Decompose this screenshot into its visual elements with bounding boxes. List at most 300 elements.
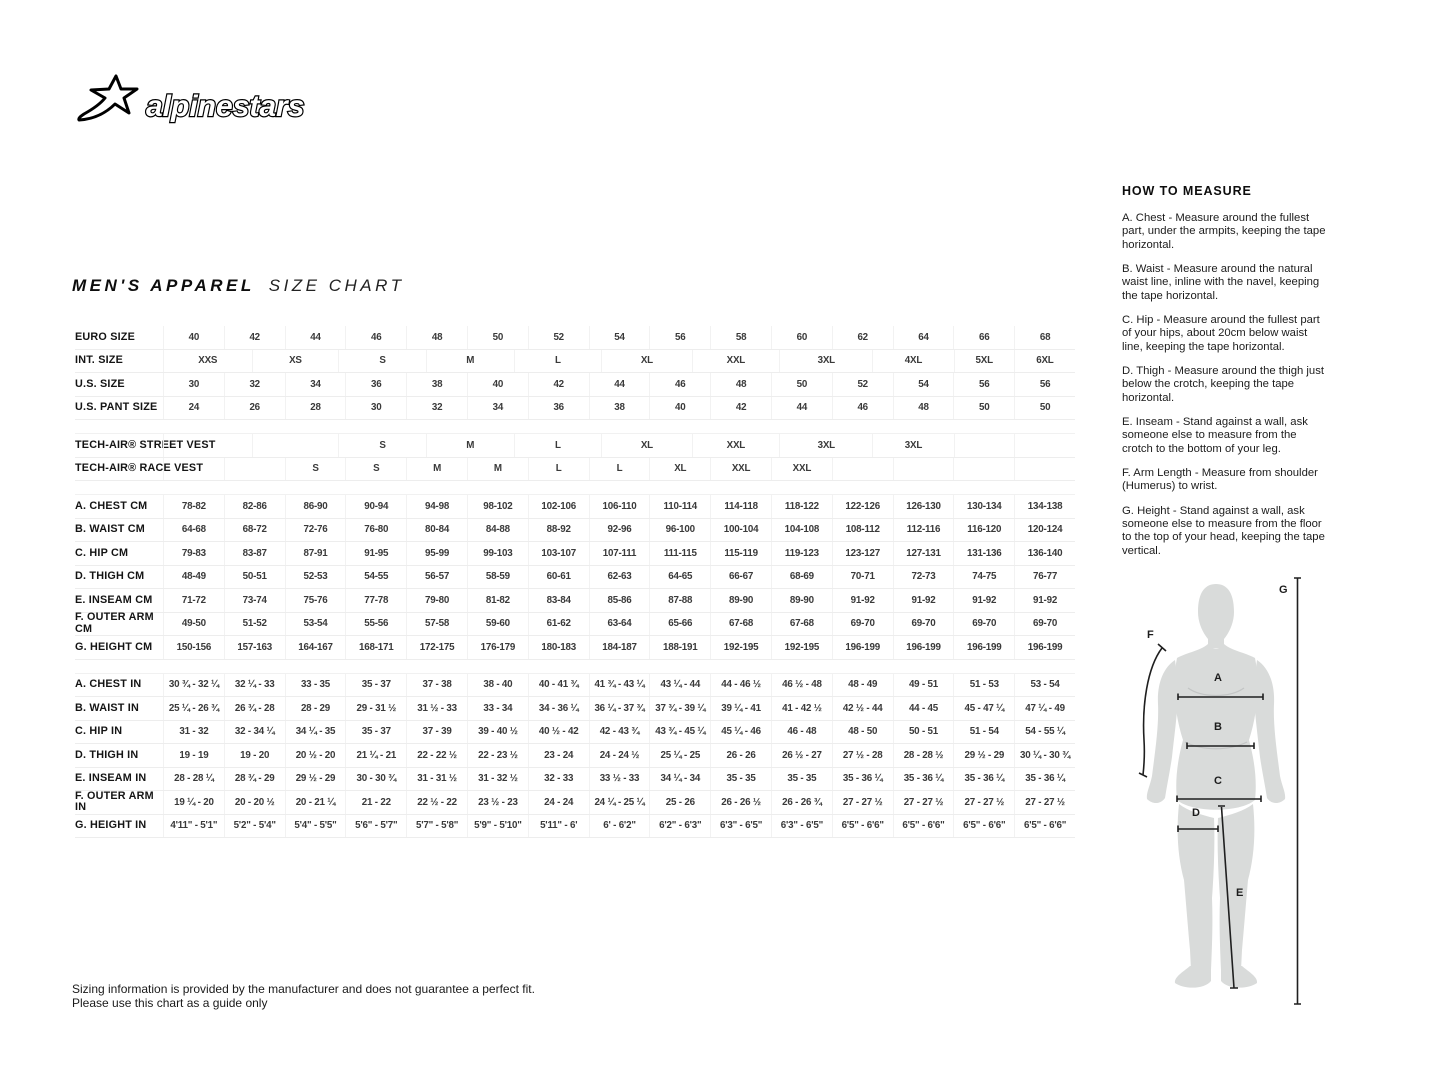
size-cell: 44 xyxy=(589,373,650,396)
row-label: INT. SIZE xyxy=(75,354,123,367)
row-label: C. HIP IN xyxy=(75,725,123,738)
size-cell: 107-111 xyxy=(589,542,650,565)
size-cell: 98-102 xyxy=(467,495,528,518)
size-cell: 5'4" - 5'5" xyxy=(285,815,346,838)
size-cell: 35 - 37 xyxy=(345,721,406,744)
size-cell: 20 - 21 ¼ xyxy=(285,791,346,814)
size-cell: 46 xyxy=(832,397,893,420)
size-cell: 81-82 xyxy=(467,589,528,612)
size-cell: 120-124 xyxy=(1014,519,1075,542)
size-cell: 44 xyxy=(771,397,832,420)
size-cell xyxy=(163,434,252,457)
row-label: TECH-AIR® STREET VEST xyxy=(75,438,216,451)
alpinestars-star-icon xyxy=(79,76,137,120)
size-cell: 20 ½ - 20 xyxy=(285,744,346,767)
size-cell: 34 ¼ - 35 xyxy=(285,721,346,744)
size-cell xyxy=(954,434,1014,457)
size-cell xyxy=(953,458,1014,481)
size-cell: 85-86 xyxy=(589,589,650,612)
size-cell: 32 xyxy=(406,397,467,420)
table-row xyxy=(75,697,1075,721)
size-cell: 91-92 xyxy=(953,589,1014,612)
size-cell: M xyxy=(467,458,528,481)
size-cell: 37 - 38 xyxy=(406,674,467,697)
size-cell: 89-90 xyxy=(771,589,832,612)
size-cell xyxy=(893,458,954,481)
size-cell: 3XL xyxy=(779,350,872,373)
size-cell: 106-110 xyxy=(589,495,650,518)
size-cell: XXL xyxy=(692,434,780,457)
size-cell: 88-92 xyxy=(528,519,589,542)
size-cell: 27 - 27 ½ xyxy=(953,791,1014,814)
size-cell: 48 - 50 xyxy=(832,721,893,744)
size-cell: 91-92 xyxy=(1014,589,1075,612)
size-cell xyxy=(163,458,224,481)
size-cell: 126-130 xyxy=(893,495,954,518)
size-cell: 192-195 xyxy=(771,636,832,659)
size-cell: 196-199 xyxy=(832,636,893,659)
size-cell: 40 xyxy=(649,397,710,420)
size-cell: 33 - 35 xyxy=(285,674,346,697)
size-cell: 168-171 xyxy=(345,636,406,659)
size-cell: XXL xyxy=(771,458,832,481)
size-cell: 96-100 xyxy=(649,519,710,542)
size-cell: 64-65 xyxy=(649,566,710,589)
size-cell: 99-103 xyxy=(467,542,528,565)
size-cell: 52 xyxy=(832,373,893,396)
size-cell: 28 - 28 ½ xyxy=(893,744,954,767)
size-cell: 6'5" - 6'6" xyxy=(953,815,1014,838)
table-row xyxy=(75,815,1075,839)
size-cell: 80-84 xyxy=(406,519,467,542)
row-label: TECH-AIR® RACE VEST xyxy=(75,462,204,475)
size-cell: 67-68 xyxy=(710,613,771,636)
disclaimer-line2: Please use this chart as a guide only xyxy=(72,996,268,1010)
size-cell: 5'9" - 5'10" xyxy=(467,815,528,838)
size-cell: 24 xyxy=(163,397,224,420)
size-chart-table xyxy=(75,326,1075,838)
size-cell: L xyxy=(514,350,602,373)
size-cell: 25 - 26 xyxy=(649,791,710,814)
size-cell: XXL xyxy=(710,458,771,481)
size-cell: 111-115 xyxy=(649,542,710,565)
size-cell: 150-156 xyxy=(163,636,224,659)
table-row xyxy=(75,768,1075,792)
row-label: C. HIP CM xyxy=(75,546,129,559)
size-cell: 66 xyxy=(953,326,1014,349)
size-cell: 19 ¼ - 20 xyxy=(163,791,224,814)
size-cell: 29 ½ - 29 xyxy=(285,768,346,791)
size-cell: 75-76 xyxy=(285,589,346,612)
size-cell: 27 - 27 ½ xyxy=(893,791,954,814)
size-cell: 53 - 54 xyxy=(1014,674,1075,697)
size-cell: 48-49 xyxy=(163,566,224,589)
size-cell: 48 xyxy=(893,397,954,420)
size-cell: 63-64 xyxy=(589,613,650,636)
size-cell: 70-71 xyxy=(832,566,893,589)
size-cell: 5'11" - 6' xyxy=(528,815,589,838)
size-cell: 42 xyxy=(224,326,285,349)
size-cell: 6' - 6'2" xyxy=(589,815,650,838)
label-e: E xyxy=(1236,887,1244,899)
size-cell: 61-62 xyxy=(528,613,589,636)
measure-step-hip: C. Hip - Measure around the fullest part of your hips, about 20cm below waist line, keeping the tape horizontal. xyxy=(1122,313,1320,353)
table-row xyxy=(75,433,1075,458)
table-row xyxy=(75,458,1075,482)
size-cell: 31 - 31 ½ xyxy=(406,768,467,791)
size-cell: 110-114 xyxy=(649,495,710,518)
size-cell: 39 - 40 ½ xyxy=(467,721,528,744)
size-cell: 51 - 53 xyxy=(953,674,1014,697)
table-row xyxy=(75,350,1075,374)
size-cell: 30 - 30 ¾ xyxy=(345,768,406,791)
row-label: F. OUTER ARM IN xyxy=(75,789,154,814)
size-cell: 102-106 xyxy=(528,495,589,518)
size-cell xyxy=(224,458,285,481)
size-cell: 4'11" - 5'1" xyxy=(163,815,224,838)
size-cell: 53-54 xyxy=(285,613,346,636)
size-cell: 51-52 xyxy=(224,613,285,636)
size-cell: M xyxy=(426,434,514,457)
size-cell: 33 - 34 xyxy=(467,697,528,720)
size-cell: 59-60 xyxy=(467,613,528,636)
table-row xyxy=(75,744,1075,768)
size-cell: 86-90 xyxy=(285,495,346,518)
size-cell: 46 xyxy=(649,373,710,396)
title-primary: MEN'S APPAREL xyxy=(72,276,255,295)
size-cell: 23 - 24 xyxy=(528,744,589,767)
size-cell: 192-195 xyxy=(710,636,771,659)
size-cell: 22 ½ - 22 xyxy=(406,791,467,814)
size-cell: 34 - 36 ¼ xyxy=(528,697,589,720)
size-cell: 35 - 36 ¼ xyxy=(953,768,1014,791)
size-cell: 26 ½ - 27 xyxy=(771,744,832,767)
size-cell: 47 ¼ - 49 xyxy=(1014,697,1075,720)
size-cell: 196-199 xyxy=(953,636,1014,659)
size-cell: XL xyxy=(601,350,691,373)
size-cell: XXL xyxy=(692,350,780,373)
size-cell: 108-112 xyxy=(832,519,893,542)
size-cell: 48 - 49 xyxy=(832,674,893,697)
size-cell: 104-108 xyxy=(771,519,832,542)
alpinestars-logo xyxy=(70,72,332,134)
size-cell: 30 xyxy=(345,397,406,420)
size-cell: 26 ¾ - 28 xyxy=(224,697,285,720)
size-cell: 184-187 xyxy=(589,636,650,659)
size-cell: S xyxy=(338,350,426,373)
size-cell: 28 xyxy=(285,397,346,420)
row-label: D. THIGH CM xyxy=(75,570,145,583)
size-cell: 64-68 xyxy=(163,519,224,542)
size-cell: 28 ¾ - 29 xyxy=(224,768,285,791)
size-cell: 46 xyxy=(345,326,406,349)
size-cell: 50-51 xyxy=(224,566,285,589)
size-cell: 30 ¾ - 32 ¼ xyxy=(163,674,224,697)
size-cell: 37 ¾ - 39 ¼ xyxy=(649,697,710,720)
size-cell: 6'3" - 6'5" xyxy=(771,815,832,838)
measure-step-height: G. Height - Stand against a wall, ask someone else to measure from the floor to the top of your head, keeping the tape vertical. xyxy=(1122,504,1325,557)
size-cell: 116-120 xyxy=(953,519,1014,542)
size-cell: 6XL xyxy=(1014,350,1075,373)
size-cell: 29 - 31 ½ xyxy=(345,697,406,720)
body-measurement-figure xyxy=(1130,570,1440,1010)
size-cell: 50 xyxy=(1014,397,1075,420)
size-cell: 68 xyxy=(1014,326,1075,349)
size-cell: 64 xyxy=(893,326,954,349)
size-cell: 94-98 xyxy=(406,495,467,518)
size-cell: 6'5" - 6'6" xyxy=(832,815,893,838)
size-cell: 30 xyxy=(163,373,224,396)
size-cell: 69-70 xyxy=(832,613,893,636)
row-label: B. WAIST CM xyxy=(75,523,145,536)
size-cell: 6'5" - 6'6" xyxy=(893,815,954,838)
size-cell: 56 xyxy=(649,326,710,349)
row-label: U.S. SIZE xyxy=(75,377,125,390)
size-cell: 31 ½ - 33 xyxy=(406,697,467,720)
size-cell: 71-72 xyxy=(163,589,224,612)
how-to-measure-section xyxy=(1122,184,1330,569)
size-cell: 31 - 32 xyxy=(163,721,224,744)
size-cell: 50 xyxy=(953,397,1014,420)
size-cell: 54 - 55 ¼ xyxy=(1014,721,1075,744)
size-cell: 157-163 xyxy=(224,636,285,659)
size-cell: 79-80 xyxy=(406,589,467,612)
size-cell: 57-58 xyxy=(406,613,467,636)
size-cell: 48 xyxy=(710,373,771,396)
size-cell: 38 - 40 xyxy=(467,674,528,697)
measure-step-arm: F. Arm Length - Measure from shoulder (Humerus) to wrist. xyxy=(1122,466,1318,493)
row-label: EURO SIZE xyxy=(75,330,135,343)
size-cell: 23 ½ - 23 xyxy=(467,791,528,814)
size-cell: 21 - 22 xyxy=(345,791,406,814)
size-cell: 90-94 xyxy=(345,495,406,518)
size-cell: 27 ½ - 28 xyxy=(832,744,893,767)
table-row xyxy=(75,519,1075,543)
size-cell: 46 ½ - 48 xyxy=(771,674,832,697)
label-a: A xyxy=(1214,672,1222,684)
size-cell: 196-199 xyxy=(1014,636,1075,659)
size-cell: 180-183 xyxy=(528,636,589,659)
size-cell: 83-87 xyxy=(224,542,285,565)
size-cell: 62-63 xyxy=(589,566,650,589)
size-cell: 78-82 xyxy=(163,495,224,518)
size-cell: 172-175 xyxy=(406,636,467,659)
size-cell xyxy=(1014,434,1075,457)
size-cell: 3XL xyxy=(872,434,953,457)
size-cell: 52-53 xyxy=(285,566,346,589)
size-cell: 122-126 xyxy=(832,495,893,518)
size-cell: 35 - 36 ¼ xyxy=(832,768,893,791)
size-cell: 54 xyxy=(893,373,954,396)
table-row xyxy=(75,791,1075,815)
size-cell: 22 - 22 ½ xyxy=(406,744,467,767)
size-cell: XL xyxy=(601,434,691,457)
size-cell: 40 ½ - 42 xyxy=(528,721,589,744)
size-cell: 34 xyxy=(285,373,346,396)
row-label: F. OUTER ARM CM xyxy=(75,611,154,635)
size-cell: 100-104 xyxy=(710,519,771,542)
size-cell: 42 ½ - 44 xyxy=(832,697,893,720)
row-label: E. INSEAM CM xyxy=(75,593,153,606)
table-row xyxy=(75,542,1075,566)
size-cell: 38 xyxy=(406,373,467,396)
size-cell: 87-91 xyxy=(285,542,346,565)
size-cell: 42 xyxy=(710,397,771,420)
label-f: F xyxy=(1147,629,1154,641)
size-cell: 176-179 xyxy=(467,636,528,659)
size-cell: 72-76 xyxy=(285,519,346,542)
row-label: U.S. PANT SIZE xyxy=(75,401,158,414)
size-cell: 39 ¼ - 41 xyxy=(710,697,771,720)
size-cell xyxy=(832,458,893,481)
size-cell: XL xyxy=(649,458,710,481)
size-cell: 119-123 xyxy=(771,542,832,565)
size-cell: 32 xyxy=(224,373,285,396)
size-cell: 41 ¾ - 43 ¼ xyxy=(589,674,650,697)
size-cell: 77-78 xyxy=(345,589,406,612)
size-cell: 5'2" - 5'4" xyxy=(224,815,285,838)
measure-step-waist: B. Waist - Measure around the natural waist line, inline with the navel, keeping the tape horizontal. xyxy=(1122,262,1320,302)
size-cell: 66-67 xyxy=(710,566,771,589)
size-cell: 95-99 xyxy=(406,542,467,565)
size-cell: 72-73 xyxy=(893,566,954,589)
size-cell: 27 - 27 ½ xyxy=(1014,791,1075,814)
size-cell: 103-107 xyxy=(528,542,589,565)
size-cell: 34 ¼ - 34 xyxy=(649,768,710,791)
size-cell: 42 xyxy=(528,373,589,396)
size-cell: 36 ¼ - 37 ¾ xyxy=(589,697,650,720)
size-cell: 24 - 24 ½ xyxy=(589,744,650,767)
size-cell: S xyxy=(345,458,406,481)
size-cell: XS xyxy=(252,350,339,373)
size-cell: 26 - 26 xyxy=(710,744,771,767)
size-cell: 42 - 43 ¾ xyxy=(589,721,650,744)
size-cell: 34 xyxy=(467,397,528,420)
page-title xyxy=(72,276,405,296)
height-measure-line xyxy=(1294,578,1301,1004)
table-row xyxy=(75,373,1075,397)
size-cell: 65-66 xyxy=(649,613,710,636)
size-cell: 28 - 28 ¼ xyxy=(163,768,224,791)
size-cell: 26 xyxy=(224,397,285,420)
size-cell: 83-84 xyxy=(528,589,589,612)
row-label: D. THIGH IN xyxy=(75,748,139,761)
size-cell: 29 ½ - 29 xyxy=(953,744,1014,767)
size-cell: 196-199 xyxy=(893,636,954,659)
size-cell: 4XL xyxy=(872,350,953,373)
size-cell: 27 - 27 ½ xyxy=(832,791,893,814)
table-row xyxy=(75,326,1075,350)
size-cell: 56 xyxy=(1014,373,1075,396)
size-cell: 87-88 xyxy=(649,589,710,612)
row-label: G. HEIGHT IN xyxy=(75,819,147,832)
size-cell: 131-136 xyxy=(953,542,1014,565)
size-cell: 50 xyxy=(467,326,528,349)
size-cell: 54-55 xyxy=(345,566,406,589)
size-cell: 36 xyxy=(345,373,406,396)
size-cell: L xyxy=(589,458,650,481)
size-cell: 56-57 xyxy=(406,566,467,589)
size-cell: 19 - 20 xyxy=(224,744,285,767)
size-cell: 37 - 39 xyxy=(406,721,467,744)
table-row xyxy=(75,494,1075,519)
size-cell: 32 - 33 xyxy=(528,768,589,791)
size-cell: 84-88 xyxy=(467,519,528,542)
size-cell: 25 ¼ - 25 xyxy=(649,744,710,767)
size-cell: M xyxy=(426,350,514,373)
size-cell: 24 - 24 xyxy=(528,791,589,814)
size-cell: 91-95 xyxy=(345,542,406,565)
row-label: G. HEIGHT CM xyxy=(75,640,153,653)
table-row xyxy=(75,613,1075,637)
size-cell: 32 ¼ - 33 xyxy=(224,674,285,697)
size-cell: 41 - 42 ½ xyxy=(771,697,832,720)
table-row xyxy=(75,721,1075,745)
size-cell: 69-70 xyxy=(1014,613,1075,636)
label-g: G xyxy=(1279,584,1288,596)
size-cell: M xyxy=(406,458,467,481)
size-cell: 49-50 xyxy=(163,613,224,636)
size-cell: 67-68 xyxy=(771,613,832,636)
size-cell: 43 ¼ - 44 xyxy=(649,674,710,697)
size-cell: 6'5" - 6'6" xyxy=(1014,815,1075,838)
table-row xyxy=(75,636,1075,660)
size-cell: 5'7" - 5'8" xyxy=(406,815,467,838)
size-cell: 40 - 41 ¾ xyxy=(528,674,589,697)
size-cell: 6'2" - 6'3" xyxy=(649,815,710,838)
size-cell: 82-86 xyxy=(224,495,285,518)
size-cell: 3XL xyxy=(779,434,872,457)
how-to-measure-heading: HOW TO MEASURE xyxy=(1122,184,1252,198)
size-cell: 73-74 xyxy=(224,589,285,612)
table-row xyxy=(75,397,1075,421)
size-cell: 56 xyxy=(953,373,1014,396)
size-cell: 123-127 xyxy=(832,542,893,565)
size-cell: 52 xyxy=(528,326,589,349)
size-cell: 91-92 xyxy=(893,589,954,612)
measure-step-chest: A. Chest - Measure around the fullest part, under the armpits, keeping the tape horizontal. xyxy=(1122,212,1326,251)
size-cell: 35 - 36 ¼ xyxy=(893,768,954,791)
size-cell: 60 xyxy=(771,326,832,349)
size-cell: 188-191 xyxy=(649,636,710,659)
size-cell: 44 - 45 xyxy=(893,697,954,720)
row-label: A. CHEST IN xyxy=(75,678,142,691)
size-cell: 43 ¾ - 45 ¼ xyxy=(649,721,710,744)
label-c: C xyxy=(1214,775,1222,787)
size-cell: 54 xyxy=(589,326,650,349)
row-label: A. CHEST CM xyxy=(75,499,148,512)
size-cell: L xyxy=(528,458,589,481)
size-cell: 58 xyxy=(710,326,771,349)
size-cell: 51 - 54 xyxy=(953,721,1014,744)
size-cell: 68-69 xyxy=(771,566,832,589)
size-cell: 38 xyxy=(589,397,650,420)
size-cell: 76-77 xyxy=(1014,566,1075,589)
disclaimer-line1: Sizing information is provided by the manufacturer and does not guarantee a perfect fit. xyxy=(72,982,535,996)
size-cell: 21 ¼ - 21 xyxy=(345,744,406,767)
size-cell: 134-138 xyxy=(1014,495,1075,518)
size-cell: 33 ½ - 33 xyxy=(589,768,650,791)
size-cell: S xyxy=(285,458,346,481)
size-cell: 45 ¼ - 46 xyxy=(710,721,771,744)
size-cell: L xyxy=(514,434,602,457)
size-cell: 24 ¼ - 25 ¼ xyxy=(589,791,650,814)
table-row xyxy=(75,673,1075,698)
size-cell: 62 xyxy=(832,326,893,349)
size-cell: 32 - 34 ¼ xyxy=(224,721,285,744)
size-cell: 46 - 48 xyxy=(771,721,832,744)
table-row xyxy=(75,589,1075,613)
